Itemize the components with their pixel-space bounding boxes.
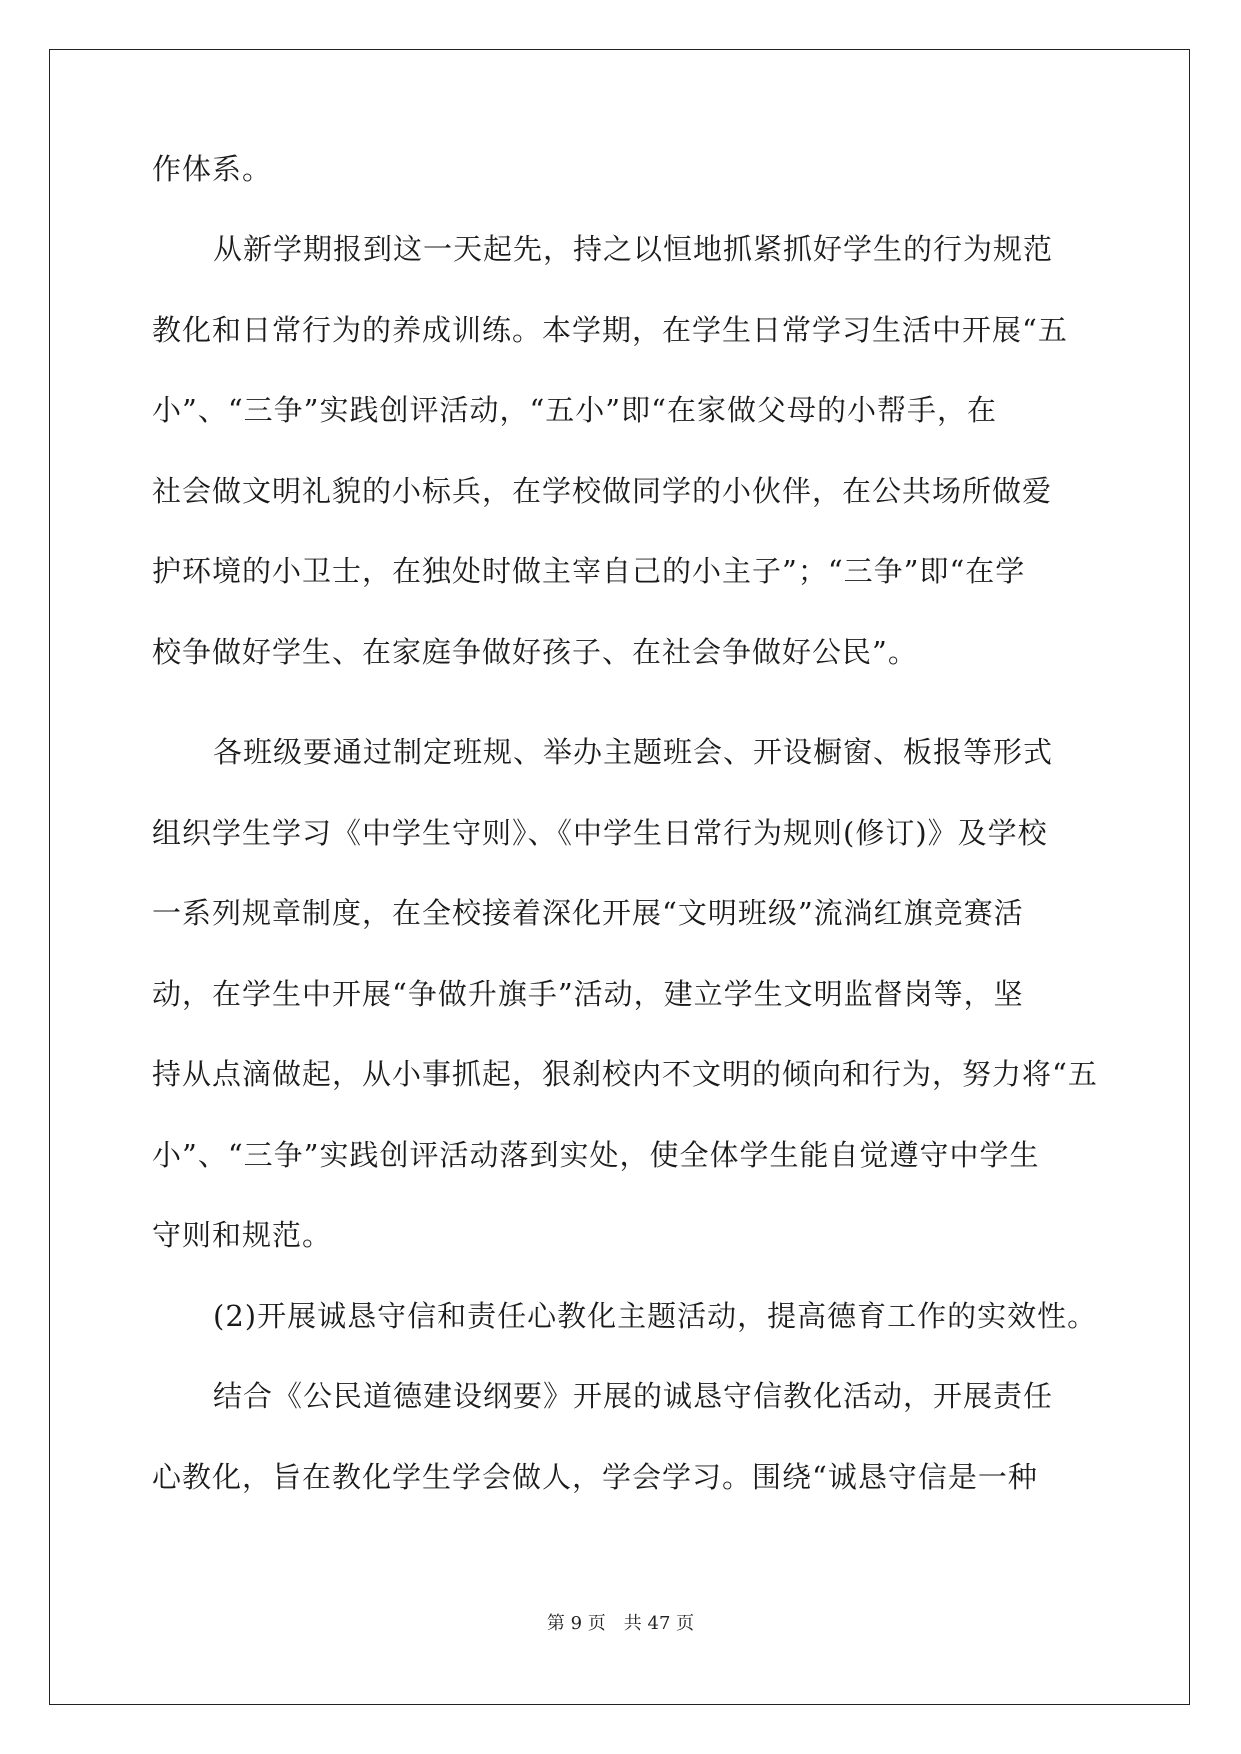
text-line: 动，在学生中开展“争做升旗手”活动，建立学生文明监督岗等，坚 — [152, 977, 1024, 1011]
text-line: 校争做好学生、在家庭争做好孩子、在社会争做好公民”。 — [152, 635, 918, 669]
text-line: 持从点滴做起，从小事抓起，狠刹校内不文明的倾向和行为，努力将“五 — [152, 1057, 1098, 1091]
paragraph-line: 各班级要通过制定班规、举办主题班会、开设橱窗、板报等形式 — [213, 735, 1054, 769]
text-line: 社会做文明礼貌的小标兵，在学校做同学的小伙伴，在公共场所做爱 — [152, 474, 1053, 508]
text-line: 小”、“三争”实践创评活动落到实处，使全体学生能自觉遵守中学生 — [152, 1138, 1040, 1172]
text-line: 组织学生学习《中学生守则》、《中学生日常行为规则(修订)》及学校 — [152, 816, 1048, 850]
paragraph-line: 结合《公民道德建设纲要》开展的诚恳守信教化活动，开展责任 — [213, 1379, 1054, 1413]
page-number-label: 第 9 页 共 47 页 — [546, 1613, 695, 1634]
paragraph-line: 从新学期报到这一天起先，持之以恒地抓紧抓好学生的行为规范 — [213, 232, 1054, 266]
section-heading: (2)开展诚恳守信和责任心教化主题活动，提高德育工作的实效性。 — [213, 1299, 1098, 1333]
page-footer — [0, 1612, 1241, 1636]
text-line: 护环境的小卫士，在独处时做主宰自己的小主子”；“三争”即“在学 — [152, 554, 1026, 588]
text-line: 一系列规章制度，在全校接着深化开展“文明班级”流淌红旗竞赛活 — [152, 896, 1024, 930]
text-line: 作体系。 — [152, 152, 273, 186]
text-line: 心教化，旨在教化学生学会做人，学会学习。围绕“诚恳守信是一种 — [152, 1460, 1038, 1494]
text-line: 守则和规范。 — [152, 1218, 333, 1252]
text-line: 教化和日常行为的养成训练。本学期，在学生日常学习生活中开展“五 — [152, 313, 1068, 347]
text-line: 小”、“三争”实践创评活动，“五小”即“在家做父母的小帮手，在 — [152, 393, 997, 427]
